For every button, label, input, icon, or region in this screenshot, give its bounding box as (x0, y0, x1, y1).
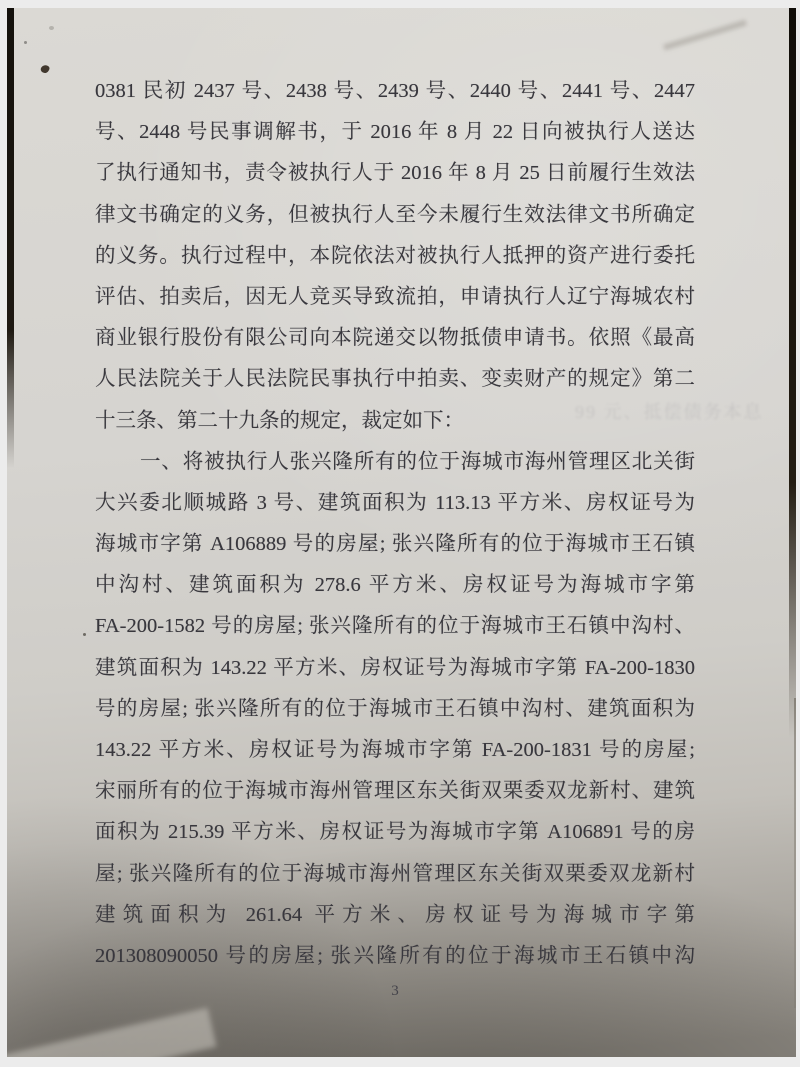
document-line: 201308090050 号的房屋; 张兴隆所有的位于海城市王石镇中沟 (95, 944, 695, 967)
document-line: 十三条、第二十九条的规定，裁定如下： (95, 409, 464, 432)
document-line: 人民法院关于人民法院民事执行中拍卖、变卖财产的规定》第二 (95, 368, 695, 391)
document-line: 的义务。执行过程中，本院依法对被执行人抵押的资产进行委托 (95, 244, 695, 267)
document-body (95, 71, 695, 977)
document-line: 建筑面积为 261.64 平方米、房权证号为海城市字第 (95, 903, 695, 926)
photo-edge-right (789, 8, 796, 738)
paper-speck (49, 26, 54, 30)
document-line: 屋; 张兴隆所有的位于海城市海州管理区东关街双栗委双龙新村 (95, 862, 695, 885)
document-line: 建筑面积为 143.22 平方米、房权证号为海城市字第 FA-200-1830 (95, 656, 695, 679)
document-line: 大兴委北顺城路 3 号、建筑面积为 113.13 平方米、房权证号为 (95, 491, 695, 514)
document-line: 了执行通知书，责令被执行人于 2016 年 8 月 25 日前履行生效法 (95, 162, 695, 185)
document-line: 律文书确定的义务，但被执行人至今未履行生效法律文书所确定 (95, 203, 695, 226)
document-line: 中沟村、建筑面积为 278.6 平方米、房权证号为海城市字第 (95, 574, 695, 597)
document-line: 号、2448 号民事调解书，于 2016 年 8 月 22 日向被执行人送达 (95, 121, 695, 144)
document-line: FA-200-1582 号的房屋; 张兴隆所有的位于海城市王石镇中沟村、 (95, 615, 695, 638)
document-line: 商业银行股份有限公司向本院递交以物抵债申请书。依照《最高 (95, 327, 695, 350)
document-line: 宋丽所有的位于海城市海州管理区东关街双栗委双龙新村、建筑 (95, 780, 695, 803)
photo-edge-right-faint (794, 698, 796, 1008)
page-number: 3 (391, 983, 399, 999)
paper-corner-shadow (663, 20, 747, 51)
document-line: 评估、拍卖后，因无人竞买导致流拍，申请执行人辽宁海城农村 (95, 285, 695, 308)
document-line: 一、将被执行人张兴隆所有的位于海城市海州管理区北关街 (140, 450, 695, 473)
paper-speck (83, 633, 86, 636)
ink-blot (40, 64, 51, 75)
paper-bottom-edge-highlight (7, 1008, 217, 1057)
bleed-through-text: 99 元、抵偿债务本息 (575, 402, 764, 422)
document-line: 面积为 215.39 平方米、房权证号为海城市字第 A106891 号的房 (95, 821, 695, 844)
document-line: 0381 民初 2437 号、2438 号、2439 号、2440 号、2441 号、2447 (95, 80, 695, 102)
document-line: 143.22 平方米、房权证号为海城市字第 FA-200-1831 号的房屋; (95, 739, 695, 761)
paper-speck (24, 41, 27, 44)
photo-edge-left (7, 8, 14, 468)
document-photo (7, 8, 796, 1057)
document-line: 海城市字第 A106889 号的房屋; 张兴隆所有的位于海城市王石镇 (95, 533, 695, 556)
document-line: 号的房屋; 张兴隆所有的位于海城市王石镇中沟村、建筑面积为 (95, 697, 695, 720)
